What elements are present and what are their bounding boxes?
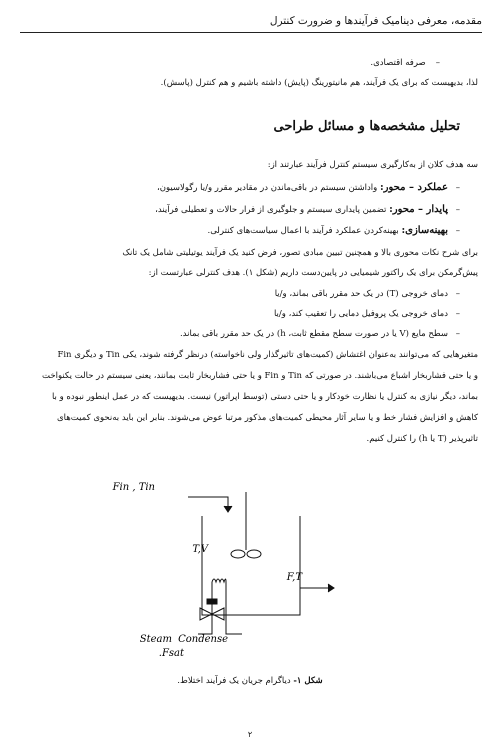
condense-line [226, 620, 242, 634]
steam-flow-label: Fsat. [158, 648, 184, 659]
disturbance-line: بماند، دیگر نیازی به کنترل یا نظارت خودکار و یا حتی دستی (توسط اپراتور) نیست. بدیهیست که در عمل اینطور نبوده و با [51, 392, 478, 402]
objective-item [155, 204, 460, 215]
coil-loops [212, 579, 226, 582]
steam-label: Steam [139, 634, 172, 645]
stirrer-blade [231, 550, 245, 558]
inlet-pipe [188, 497, 228, 510]
control-goal-item: –دمای خروجی یک پروفیل دمایی را تعقیب کند، و/یا [273, 309, 460, 319]
process-diagram [112, 470, 340, 670]
bullet-dash: – [435, 58, 440, 68]
bullet-dash: – [455, 289, 460, 299]
bullet-dash: – [455, 309, 460, 319]
caption-text: دیاگرام جریان یک فرآیند اختلاط. [177, 676, 291, 686]
objective-term: بهینه‌سازی: [401, 225, 448, 236]
disturbance-line: متغیرهایی که می‌توانند به‌عنوان اغتشاش (کمیت‌های تاثیرگذار ولی ناخواسته) درنظر گرفته شوند، یکی Tin و دیگری Fin [57, 350, 478, 360]
page-number: ۲ [247, 730, 253, 739]
condense-label: Condense [178, 634, 228, 645]
intro-bullet-text: صرفه اقتصادی. [370, 58, 426, 68]
objective-term: عملکرد – محور: [379, 182, 448, 193]
objective-term: پایدار – محور: [389, 204, 448, 215]
process-flow-figure [112, 470, 340, 670]
objective-text: بهینه‌کردن عملکرد فرآیند با اعمال سیاست‌های کنترلی. [207, 226, 399, 236]
stirrer-blade [247, 550, 261, 558]
tank-label: T,V [192, 544, 208, 555]
disturbance-line: و یا حتی فشاربخار اشباع می‌باشند. در صورتی که Tin و Fin و یا حتی فشاربخار ثابت بمانند، یعنی سیستم در حالت یکنواخت [42, 371, 478, 381]
caption-label: شکل ۱- [293, 676, 323, 686]
section-heading: تحلیل مشخصه‌ها و مسائل طراحی [273, 119, 460, 134]
running-header: مقدمه، معرفی دینامیک فرآیندها و ضرورت کنترل [20, 10, 482, 33]
disturbance-line: کاهش و افزایش فشار خط و یا سایر آثار محیطی کمیت‌های مذکور مرتبا عوض می‌شوند. بنابر این باید به‌نحوی کمیت‌های [57, 413, 478, 423]
inlet-arrowhead [224, 506, 232, 512]
control-goal-item: –دمای خروجی (T) در یک حد مقرر باقی بماند، و/یا [274, 289, 460, 299]
intro-bullet [370, 58, 440, 68]
outlet-label: F,T [286, 572, 302, 583]
steam-line [198, 620, 212, 634]
control-goal-item: –سطح مایع (V یا در صورت سطح مقطع ثابت، h) در یک حد مقرر باقی بماند. [179, 329, 460, 339]
intro-conclusion: لذا، بدیهیست که برای یک فرآیند، هم مانیتورینگ (پایش) داشته باشیم و هم کنترل (پاسش). [160, 78, 478, 88]
disturbance-line: تاثیرپذیر (T یا h) را کنترل کنیم. [366, 434, 478, 444]
outlet-arrowhead [328, 584, 334, 592]
inlet-label: Fin , Tin [112, 482, 155, 493]
objectives-lead: سه هدف کلان از به‌کارگیری سیستم کنترل فرآیند عبارتند از: [267, 160, 478, 170]
figure-caption [0, 676, 500, 686]
example-line: برای شرح نکات محوری بالا و همچنین تبیین مبادی تصور، فرض کنید یک فرآیند یوتیلیتی شامل یک تانک [122, 248, 478, 258]
bullet-dash: – [455, 205, 460, 215]
bullet-dash: – [455, 226, 460, 236]
bullet-dash: – [455, 183, 460, 193]
valve-actuator [207, 599, 217, 604]
objective-text: واداشتن سیستم در باقی‌ماندن در مقادیر مقرر و/یا رگولاسیون، [156, 183, 378, 193]
example-line: پیش‌گرمکن برای یک راکتور شیمیایی در پایین‌دست داریم (شکل ۱). هدف کنترلی عبارتست از: [148, 268, 478, 278]
objective-item [157, 182, 460, 193]
objective-text: تضمین پایداری سیستم و جلوگیری از فرار حالات و تعطیلی فرآیند، [155, 205, 387, 215]
objective-item [208, 225, 460, 236]
bullet-dash: – [455, 329, 460, 339]
